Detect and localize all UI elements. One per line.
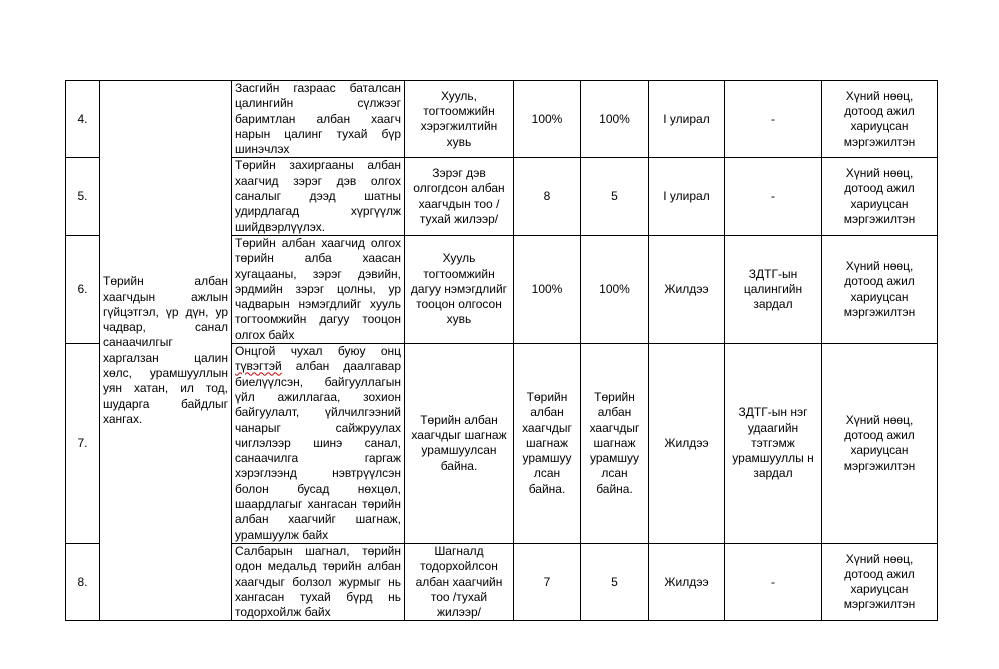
indicator-cell: Зэрэг дэв олгогдсон албан хаагчдын тоо /тухай жилээр/: [405, 158, 514, 235]
funding-cell: -: [725, 543, 822, 620]
target-cell: 5: [581, 158, 649, 235]
row-number: 4.: [66, 81, 100, 158]
funding-cell: ЗДТГ-ын цалингийн зардал: [725, 235, 822, 343]
activity-text-end: албан даалгавар биелүүлсэн, байгууллагын үйл ажиллагаа, зохион байгуулалт, үйлчилгээний чанарыг сайжруулах чиглэлээр шинэ санал, санаачилга гаргаж хэрэглээнд нэвтрүүлсэн болон бусад нөхцөл, шаардлагыг хангасан төрийн албан хаагчийг шагнаж, урамшуулж байх: [235, 359, 401, 542]
timeframe-cell: Жилдээ: [649, 344, 725, 544]
baseline-cell: Төрийн албан хаагчдыг шагнаж урамшуу лсан байна.: [514, 344, 581, 544]
funding-cell: ЗДТГ-ын нэг удаагийн тэтгэмж урамшууллы н зардал: [725, 344, 822, 544]
baseline-cell: 100%: [514, 235, 581, 343]
funding-cell: -: [725, 81, 822, 158]
activity-cell: [232, 344, 405, 544]
indicator-cell: Хууль, тогтоомжийн хэрэгжилтийн хувь: [405, 81, 514, 158]
row-number: 8.: [66, 543, 100, 620]
target-cell: 100%: [581, 81, 649, 158]
indicator-cell: Төрийн албан хаагчдыг шагнаж урамшуулсан байна.: [405, 344, 514, 544]
funding-cell: -: [725, 158, 822, 235]
responsible-cell: Хүний нөөц, дотоод ажил хариуцсан мэргэжилтэн: [822, 158, 938, 235]
spellcheck-flagged-word: түвэгтэй: [235, 359, 282, 374]
baseline-cell: 8: [514, 158, 581, 235]
action-plan-table: [65, 80, 938, 621]
row-number: 7.: [66, 344, 100, 544]
responsible-cell: Хүний нөөц, дотоод ажил хариуцсан мэргэжилтэн: [822, 81, 938, 158]
indicator-cell: Хууль тогтоомжийн дагуу нэмэгдлийг тооцон олгосон хувь: [405, 235, 514, 343]
row-number: 5.: [66, 158, 100, 235]
row-number: 6.: [66, 235, 100, 343]
activity-text-start: Онцгой чухал буюу онц: [235, 344, 401, 359]
responsible-cell: Хүний нөөц, дотоод ажил хариуцсан мэргэжилтэн: [822, 344, 938, 544]
responsible-cell: Хүний нөөц, дотоод ажил хариуцсан мэргэжилтэн: [822, 543, 938, 620]
baseline-cell: 100%: [514, 81, 581, 158]
table-row: [66, 81, 938, 158]
timeframe-cell: Жилдээ: [649, 543, 725, 620]
activity-cell: Засгийн газраас баталсан цалингийн сүлжээг баримтлан албан хаагч нарын цалинг тухай бүр шинэчлэх: [232, 81, 405, 158]
target-cell: 100%: [581, 235, 649, 343]
activity-cell: Төрийн албан хаагчид олгох төрийн алба хаасан хугацааны, зэрэг дэвийн, эрдмийн зэрэг цолны, ур чадварын нэмэгдлийг хууль тогтоомжийн дагуу тооцон олгох байх: [232, 235, 405, 343]
timeframe-cell: I улирал: [649, 81, 725, 158]
activity-cell: Салбарын шагнал, төрийн одон медальд төрийн албан хаагчдыг болзол журмыг нь хангасан тухай бүрд нь тодорхойлж байх: [232, 543, 405, 620]
responsible-cell: Хүний нөөц, дотоод ажил хариуцсан мэргэжилтэн: [822, 235, 938, 343]
target-cell: 5: [581, 543, 649, 620]
timeframe-cell: Жилдээ: [649, 235, 725, 343]
baseline-cell: 7: [514, 543, 581, 620]
indicator-cell: Шагналд тодорхойлсон албан хаагчийн тоо /тухай жилээр/: [405, 543, 514, 620]
timeframe-cell: I улирал: [649, 158, 725, 235]
target-cell: Төрийн албан хаагчдыг шагнаж урамшуу лсан байна.: [581, 344, 649, 544]
goal-cell: Төрийн албан хаагчдын ажлын гүйцэтгэл, үр дүн, ур чадвар, санал санаачилгыг харгалзан цалин хөлс, урамшууллын уян хатан, ил тод, шударга байдлыг хангах.: [100, 81, 232, 621]
activity-cell: Төрийн захиргааны албан хаагчид зэрэг дэв олгох саналыг дээд шатны удирдлагад хүргүүлж шийдвэрлүүлэх.: [232, 158, 405, 235]
